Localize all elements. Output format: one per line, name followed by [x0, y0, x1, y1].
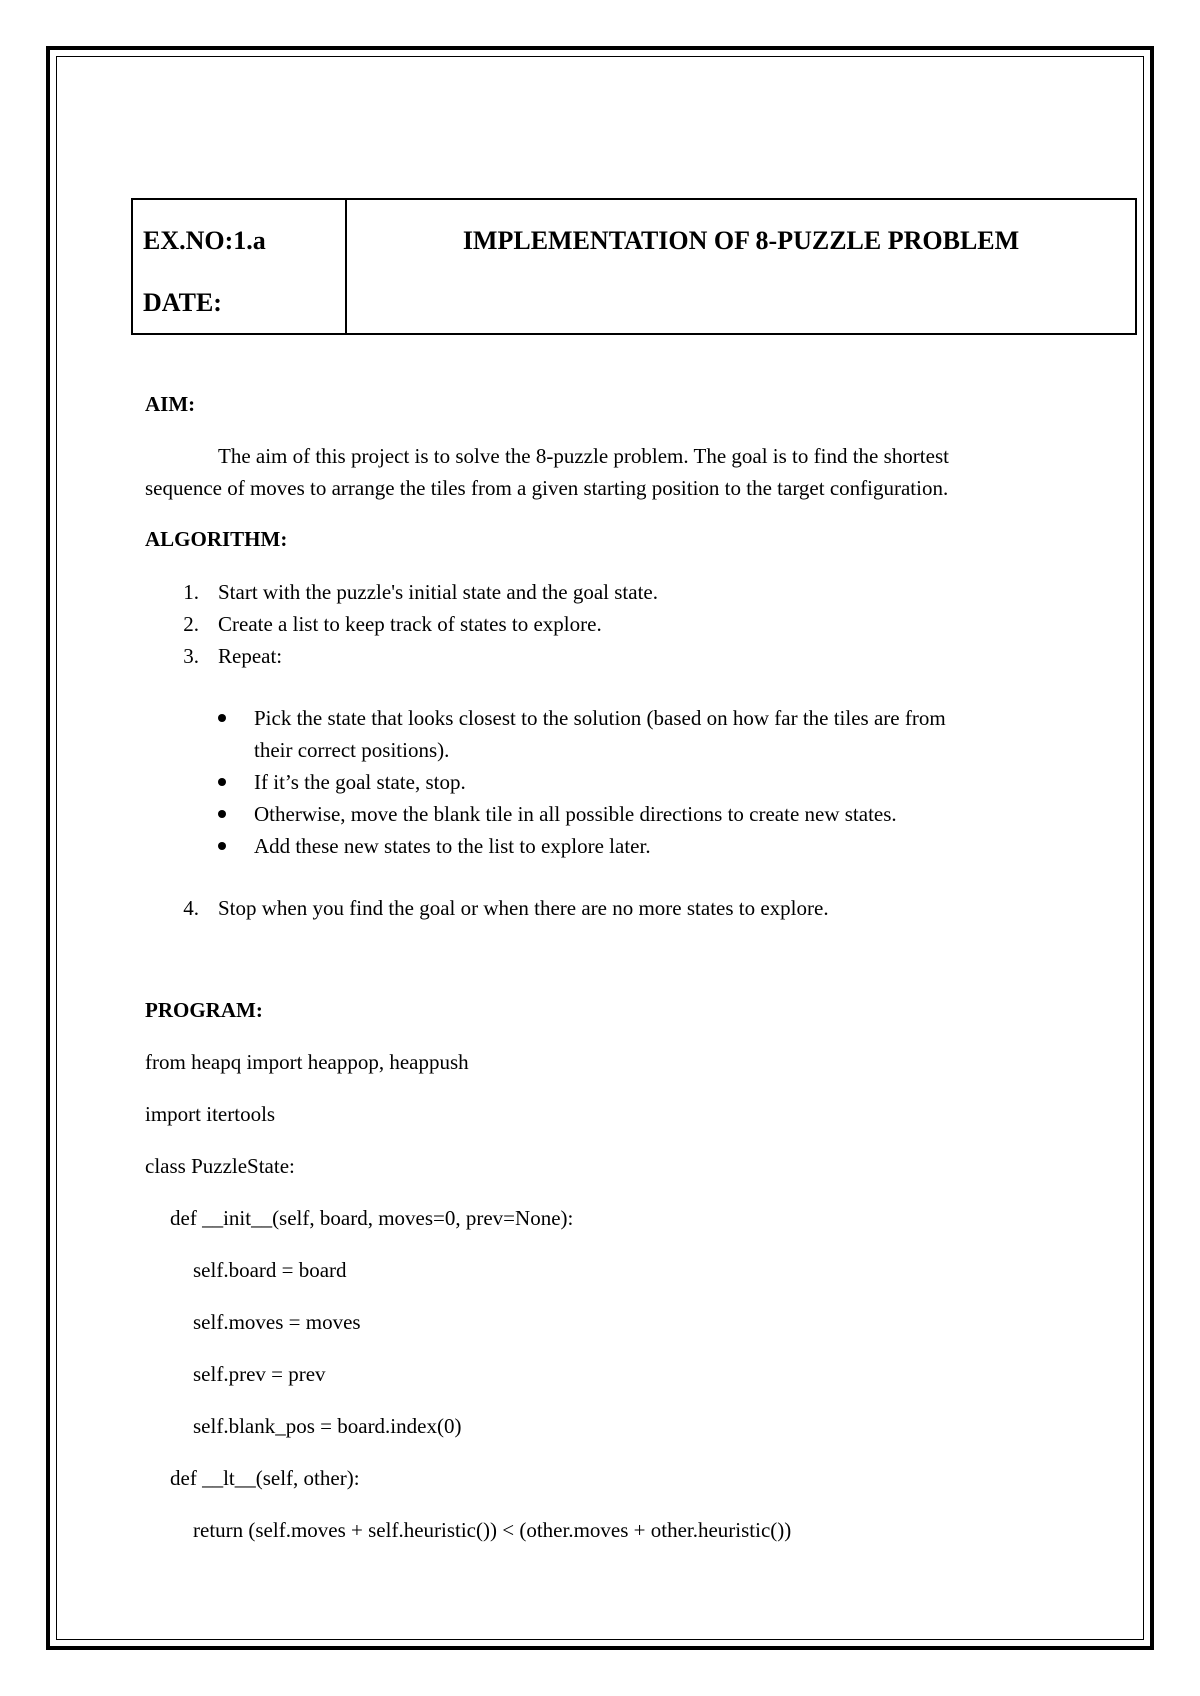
code-line: return (self.moves + self.heuristic()) < (other.moves + other.heuristic())	[193, 1518, 792, 1542]
exercise-number: EX.NO:1.a	[143, 226, 266, 255]
step-number: 1.	[183, 580, 199, 604]
bullet-icon	[218, 714, 226, 722]
algorithm-heading: ALGORITHM:	[145, 527, 288, 551]
step-text: Start with the puzzle's initial state and the goal state.	[218, 580, 658, 604]
aim-line-1: The aim of this project is to solve the 8-puzzle problem. The goal is to find the shortest	[218, 444, 949, 468]
bullet-text: Add these new states to the list to explore later.	[254, 834, 651, 858]
code-line: self.moves = moves	[193, 1310, 361, 1334]
date-label: DATE:	[143, 288, 222, 317]
aim-line-2: sequence of moves to arrange the tiles from a given starting position to the target configuration.	[145, 476, 949, 500]
header-divider	[345, 200, 347, 333]
code-line: self.blank_pos = board.index(0)	[193, 1414, 462, 1438]
bullet-icon	[218, 810, 226, 818]
code-line: self.prev = prev	[193, 1362, 326, 1386]
step-text: Stop when you find the goal or when there are no more states to explore.	[218, 896, 829, 920]
code-line: self.board = board	[193, 1258, 347, 1282]
page-title: IMPLEMENTATION OF 8-PUZZLE PROBLEM	[462, 226, 1020, 255]
bullet-text-continued: their correct positions).	[254, 738, 450, 762]
bullet-icon	[218, 842, 226, 850]
bullet-text: Otherwise, move the blank tile in all possible directions to create new states.	[254, 802, 897, 826]
aim-heading: AIM:	[145, 392, 196, 416]
program-heading: PROGRAM:	[145, 998, 263, 1022]
step-number: 4.	[183, 896, 199, 920]
header-table	[131, 198, 1137, 335]
code-line: class PuzzleState:	[145, 1154, 295, 1178]
step-number: 2.	[183, 612, 199, 636]
code-line: def __init__(self, board, moves=0, prev=None):	[170, 1206, 574, 1230]
bullet-icon	[218, 778, 226, 786]
code-line: import itertools	[145, 1102, 276, 1126]
step-number: 3.	[183, 644, 199, 668]
bullet-text: Pick the state that looks closest to the solution (based on how far the tiles are from	[254, 706, 946, 730]
code-line: from heapq import heappop, heappush	[145, 1050, 469, 1074]
step-text: Repeat:	[218, 644, 283, 668]
step-text: Create a list to keep track of states to explore.	[218, 612, 602, 636]
bullet-text: If it’s the goal state, stop.	[254, 770, 466, 794]
code-line: def __lt__(self, other):	[170, 1466, 360, 1490]
